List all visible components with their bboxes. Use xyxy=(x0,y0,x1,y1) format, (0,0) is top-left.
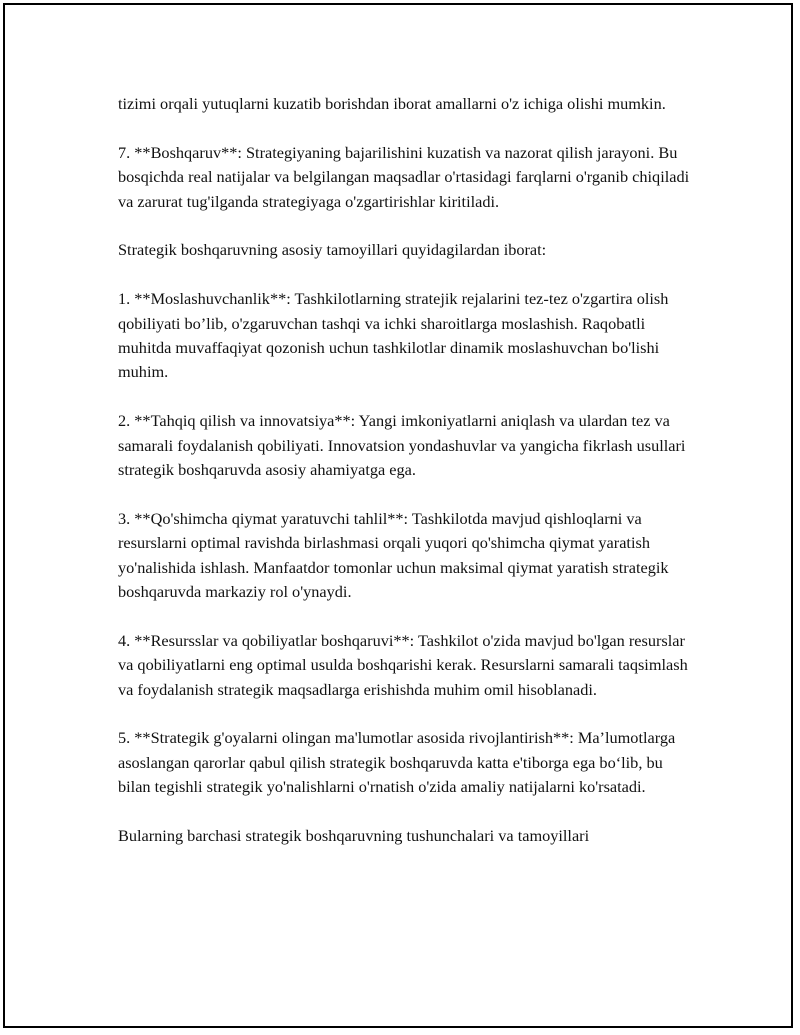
paragraph-principles-intro: Strategik boshqaruvning asosiy tamoyillari quyidagilardan iborat: xyxy=(118,240,547,260)
paragraph-continuation: tizimi orqali yutuqlarni kuzatib borishdan iborat amallarni o'z ichiga olishi mumkin. xyxy=(118,94,666,113)
document-body xyxy=(118,92,698,848)
paragraph-boshqaruv: 7. **Boshqaruv**: Strategiyaning bajarilishini kuzatish va nazorat qilish jarayoni. Bu bosqichda real natijalar va belgilangan maqsadlar o'rtasidagi farqlarni o'rganib chiqiladi va zarurat tug'ilganda strategiyaga o'zgartirishlar kiritiladi. xyxy=(118,142,690,211)
paragraph-resursslar: 4. **Resursslar va qobiliyatlar boshqaruvi**: Tashkilot o'zida mavjud bo'lgan resurslar va qobiliyatlarni eng optimal usulda boshqarishi kerak. Resurslarni samarali taqsimlash va foydalanish strategik maqsadlarga erishishda muhim omil hisoblanadi. xyxy=(118,630,688,699)
paragraph-tahqiq: 2. **Tahqiq qilish va innovatsiya**: Yangi imkoniyatlarni aniqlash va ulardan tez va samarali foydalanish qobiliyati. Innovatsion yondashuvlar va yangicha fikrlash usullari strategik boshqaruvda asosiy ahamiyatga ega. xyxy=(118,411,686,480)
paragraph-closing: Bularning barchasi strategik boshqaruvning tushunchalari va tamoyillari xyxy=(118,826,590,846)
paragraph-qoshimcha-qiymat: 3. **Qo'shimcha qiymat yaratuvchi tahlil**: Tashkilotda mavjud qishloqlarni va resurslarni optimal ravishda birlashmasi orqali yuqori qo'shimcha qiymat yaratish yo'nalishida ishlash. Manfaatdor tomonlar uchun maksimal qiymat yaratish strategik boshqaruvda markaziy rol o'ynaydi. xyxy=(118,508,669,602)
paragraph-strategik-goyalar: 5. **Strategik g'oyalarni olingan ma'lumotlar asosida rivojlantirish**: Ma’lumotlarga asoslangan qarorlar qabul qilish strategik boshqaruvda katta e'tiborga ega bo‘lib, bu bilan tegishli strategik yo'nalishlarni o'rnatish o'zida amaliy natijalarni ko'rsatadi. xyxy=(118,728,676,797)
paragraph-moslashuvchanlik: 1. **Moslashuvchanlik**: Tashkilotlarning stratejik rejalarini tez-tez o'zgartira olish qobiliyati bo’lib, o'zgaruvchan tashqi va ichki sharoitlarga moslashish. Raqobatli muhitda muvaffaqiyat qozonish uchun tashkilotlar dinamik moslashuvchan bo'lishi muhim. xyxy=(118,289,669,382)
